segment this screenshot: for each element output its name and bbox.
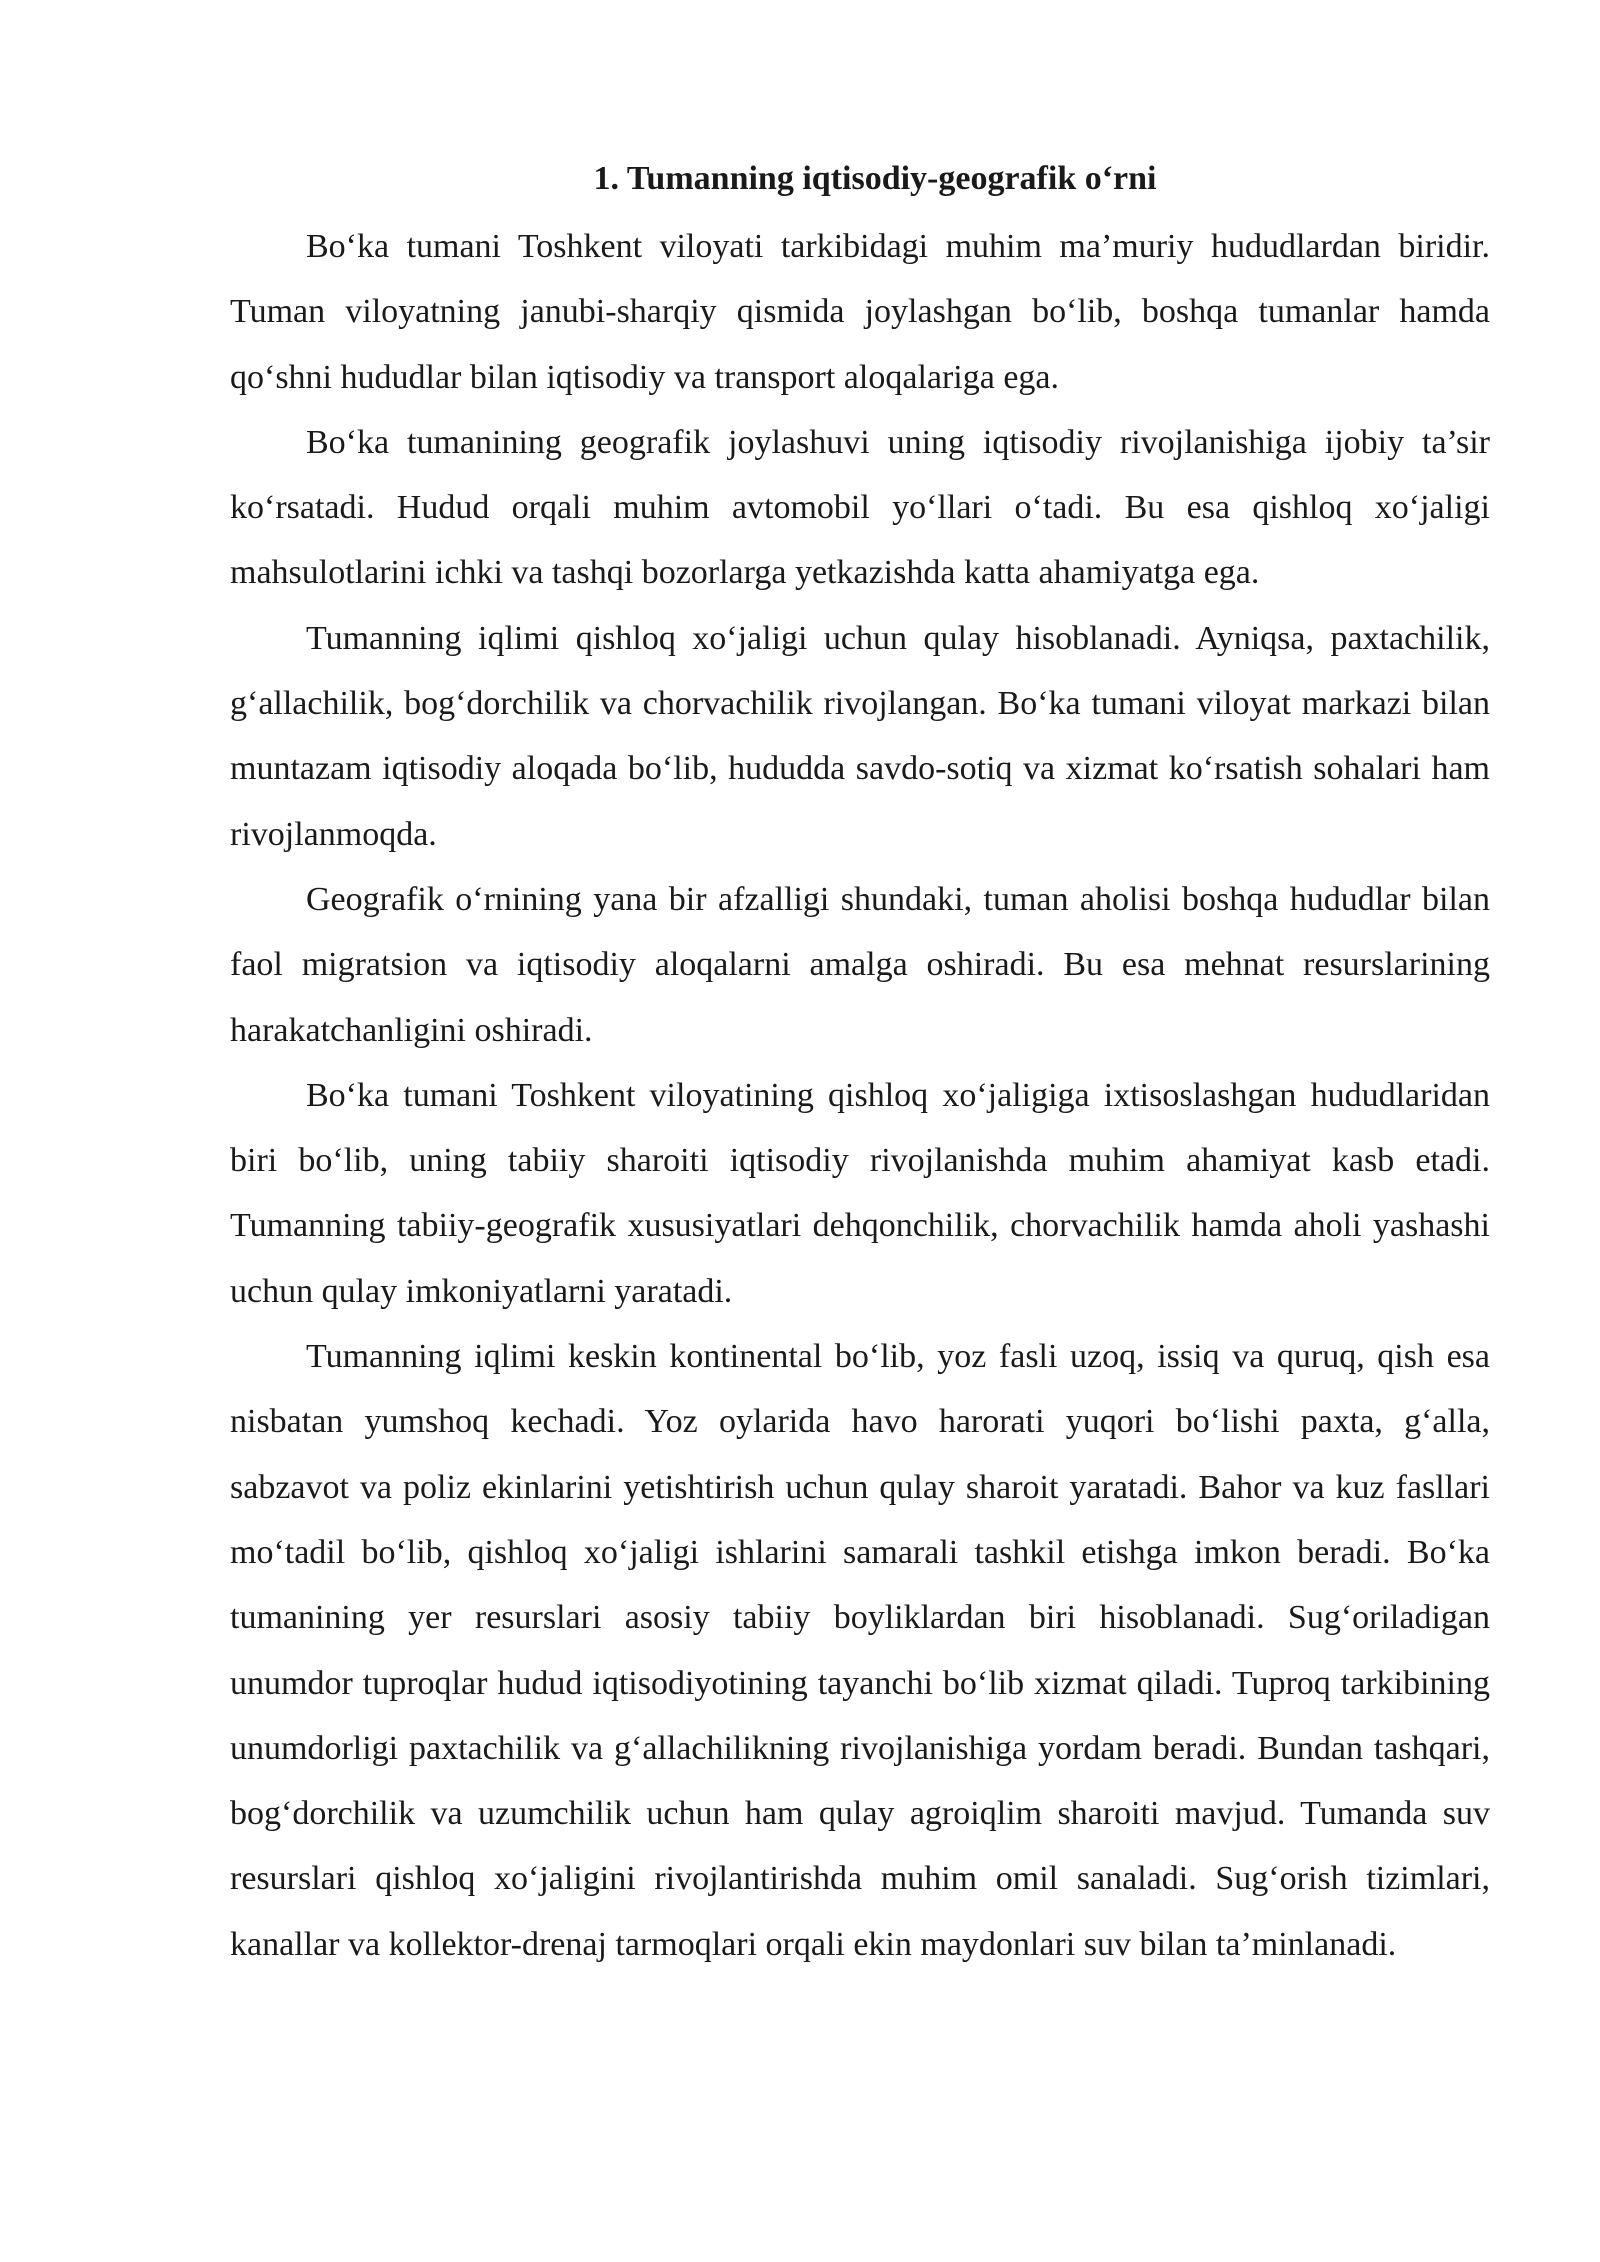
paragraph-2: Bo‘ka tumanining geografik joylashuvi uning iqtisodiy rivojlanishiga ijobiy ta’sir ko‘rsatadi. Hudud orqali muhim avtomobil yo‘llari o‘tadi. Bu esa qishloq xo‘jaligi mahsulotlarini ichki va tashqi bozorlarga yetkazishda katta ahamiyatga ega.	[230, 423, 1490, 592]
paragraph-5: Bo‘ka tumani Toshkent viloyatining qishloq xo‘jaligiga ixtisoslashgan hududlaridan biri bo‘lib, uning tabiiy sharoiti iqtisodiy rivojlanishda muhim ahamiyat kasb etadi. Tumanning tabiiy-geografik xususiyatlari dehqonchilik, chorvachilik hamda aholi yashashi uchun qulay imkoniyatlarni yaratadi.	[230, 1076, 1490, 1310]
paragraph-4: Geografik o‘rnining yana bir afzalligi shundaki, tuman aholisi boshqa hududlar bilan faol migratsion va iqtisodiy aloqalarni amalga oshiradi. Bu esa mehnat resurslarining harakatchanligini oshiradi.	[230, 880, 1490, 1049]
section-title: 1. Tumanning iqtisodiy-geografik o‘rni	[593, 160, 1157, 197]
paragraph-1: Bo‘ka tumani Toshkent viloyati tarkibidagi muhim ma’muriy hududlardan biridir. Tuman viloyatning janubi-sharqiy qismida joylashgan bo‘lib, boshqa tumanlar hamda qo‘shni hududlar bilan iqtisodiy va transport aloqalariga ega.	[230, 228, 1490, 396]
paragraph-6: Tumanning iqlimi keskin kontinental bo‘lib, yoz fasli uzoq, issiq va quruq, qish esa nisbatan yumshoq kechadi. Yoz oylarida havo harorati yuqori bo‘lishi paxta, g‘alla, sabzavot va poliz ekinlarini yetishtirish uchun qulay sharoit yaratadi. Bahor va kuz fasllari mo‘tadil bo‘lib, qishloq xo‘jaligi ishlarini samarali tashkil etishga imkon beradi. Bo‘ka tumanining yer resurslari asosiy tabiiy boyliklardan biri hisoblanadi. Sug‘oriladigan unumdor tuproqlar hudud iqtisodiyotining tayanchi bo‘lib xizmat qiladi. Tuproq tarkibining unumdorligi paxtachilik va g‘allachilikning rivojlanishiga yordam beradi. Bundan tashqari, bog‘dorchilik va uzumchilik uchun ham qulay agroiqlim sharoiti mavjud. Tumanda suv resurslari qishloq xo‘jaligini rivojlantirishda muhim omil sanaladi. Sug‘orish tizimlari, kanallar va kollektor-drenaj tarmoqlari orqali ekin maydonlari suv bilan ta’minlanadi.	[230, 1338, 1490, 1963]
paragraph-3: Tumanning iqlimi qishloq xo‘jaligi uchun qulay hisoblanadi. Ayniqsa, paxtachilik, g‘allachilik, bog‘dorchilik va chorvachilik rivojlangan. Bo‘ka tumani viloyat markazi bilan muntazam iqtisodiy aloqada bo‘lib, hududda savdo-sotiq va xizmat ko‘rsatish sohalari ham rivojlanmoqda.	[230, 619, 1490, 853]
